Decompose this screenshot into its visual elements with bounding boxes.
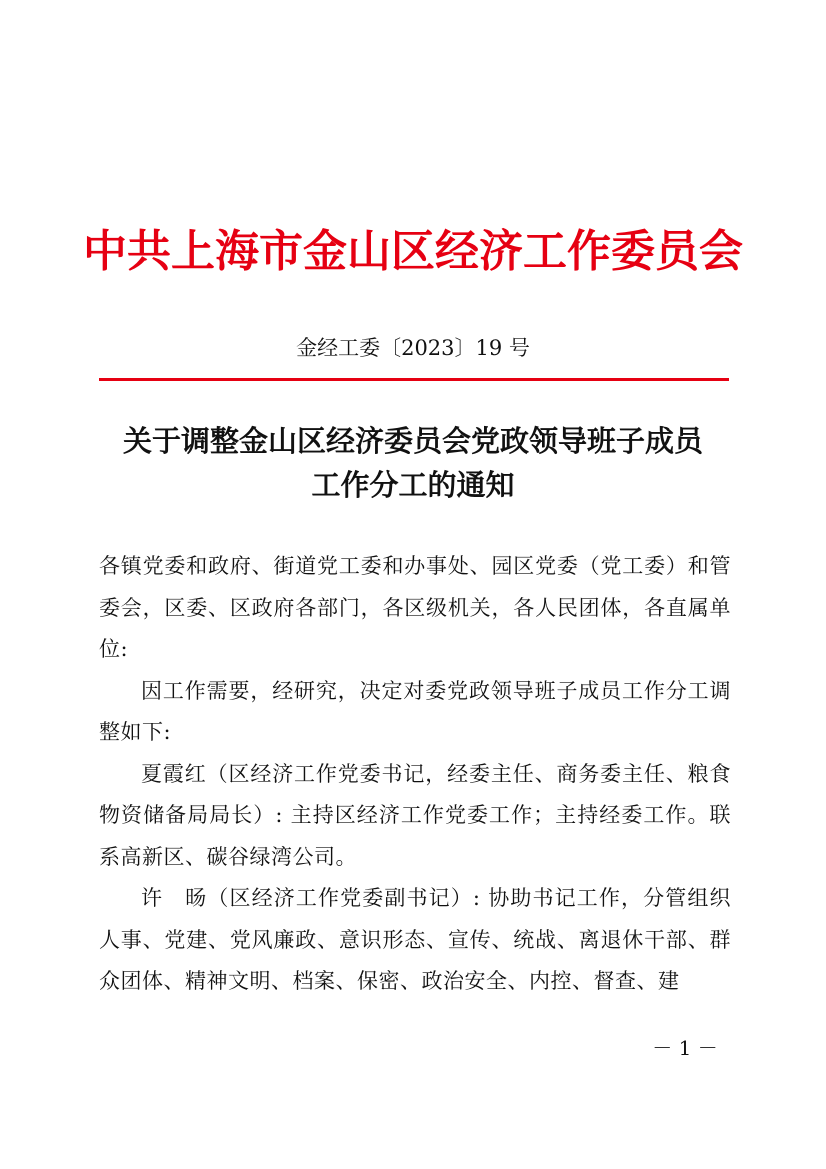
red-separator-line <box>99 378 729 381</box>
document-body <box>99 546 731 1003</box>
member-duty-paragraph: 夏霞红（区经济工作党委书记，经委主任、商务委主任、粮食物资储备局局长）: 主持区经济工作党委工作；主持经委工作。联系高新区、碳谷绿湾公司。 <box>99 761 731 869</box>
intro-paragraph: 因工作需要，经研究，决定对委党政领导班子成员工作分工调整如下: <box>99 678 731 744</box>
salutation-paragraph: 各镇党委和政府、街道党工委和办事处、园区党委（党工委）和管委会，区委、区政府各部门，各区级机关，各人民团体，各直属单位: <box>99 554 731 661</box>
page-number: － 1 － <box>652 1036 718 1060</box>
document-title <box>90 419 736 507</box>
document-title-line-2: 工作分工的通知 <box>311 468 515 502</box>
document-title-line-1: 关于调整金山区经济委员会党政领导班子成员 <box>122 424 703 458</box>
issuing-organization-header: 中共上海市金山区经济工作委员会 <box>83 226 743 277</box>
document-number: 金经工委〔2023〕19 号 <box>296 336 530 360</box>
member-duty-paragraph: 许 旸（区经济工作党委副书记）: 协助书记工作，分管组织人事、党建、党风廉政、意识形态、宣传、统战、离退休干部、群众团体、精神文明、档案、保密、政治安全、内控、督查、建 <box>99 886 731 993</box>
